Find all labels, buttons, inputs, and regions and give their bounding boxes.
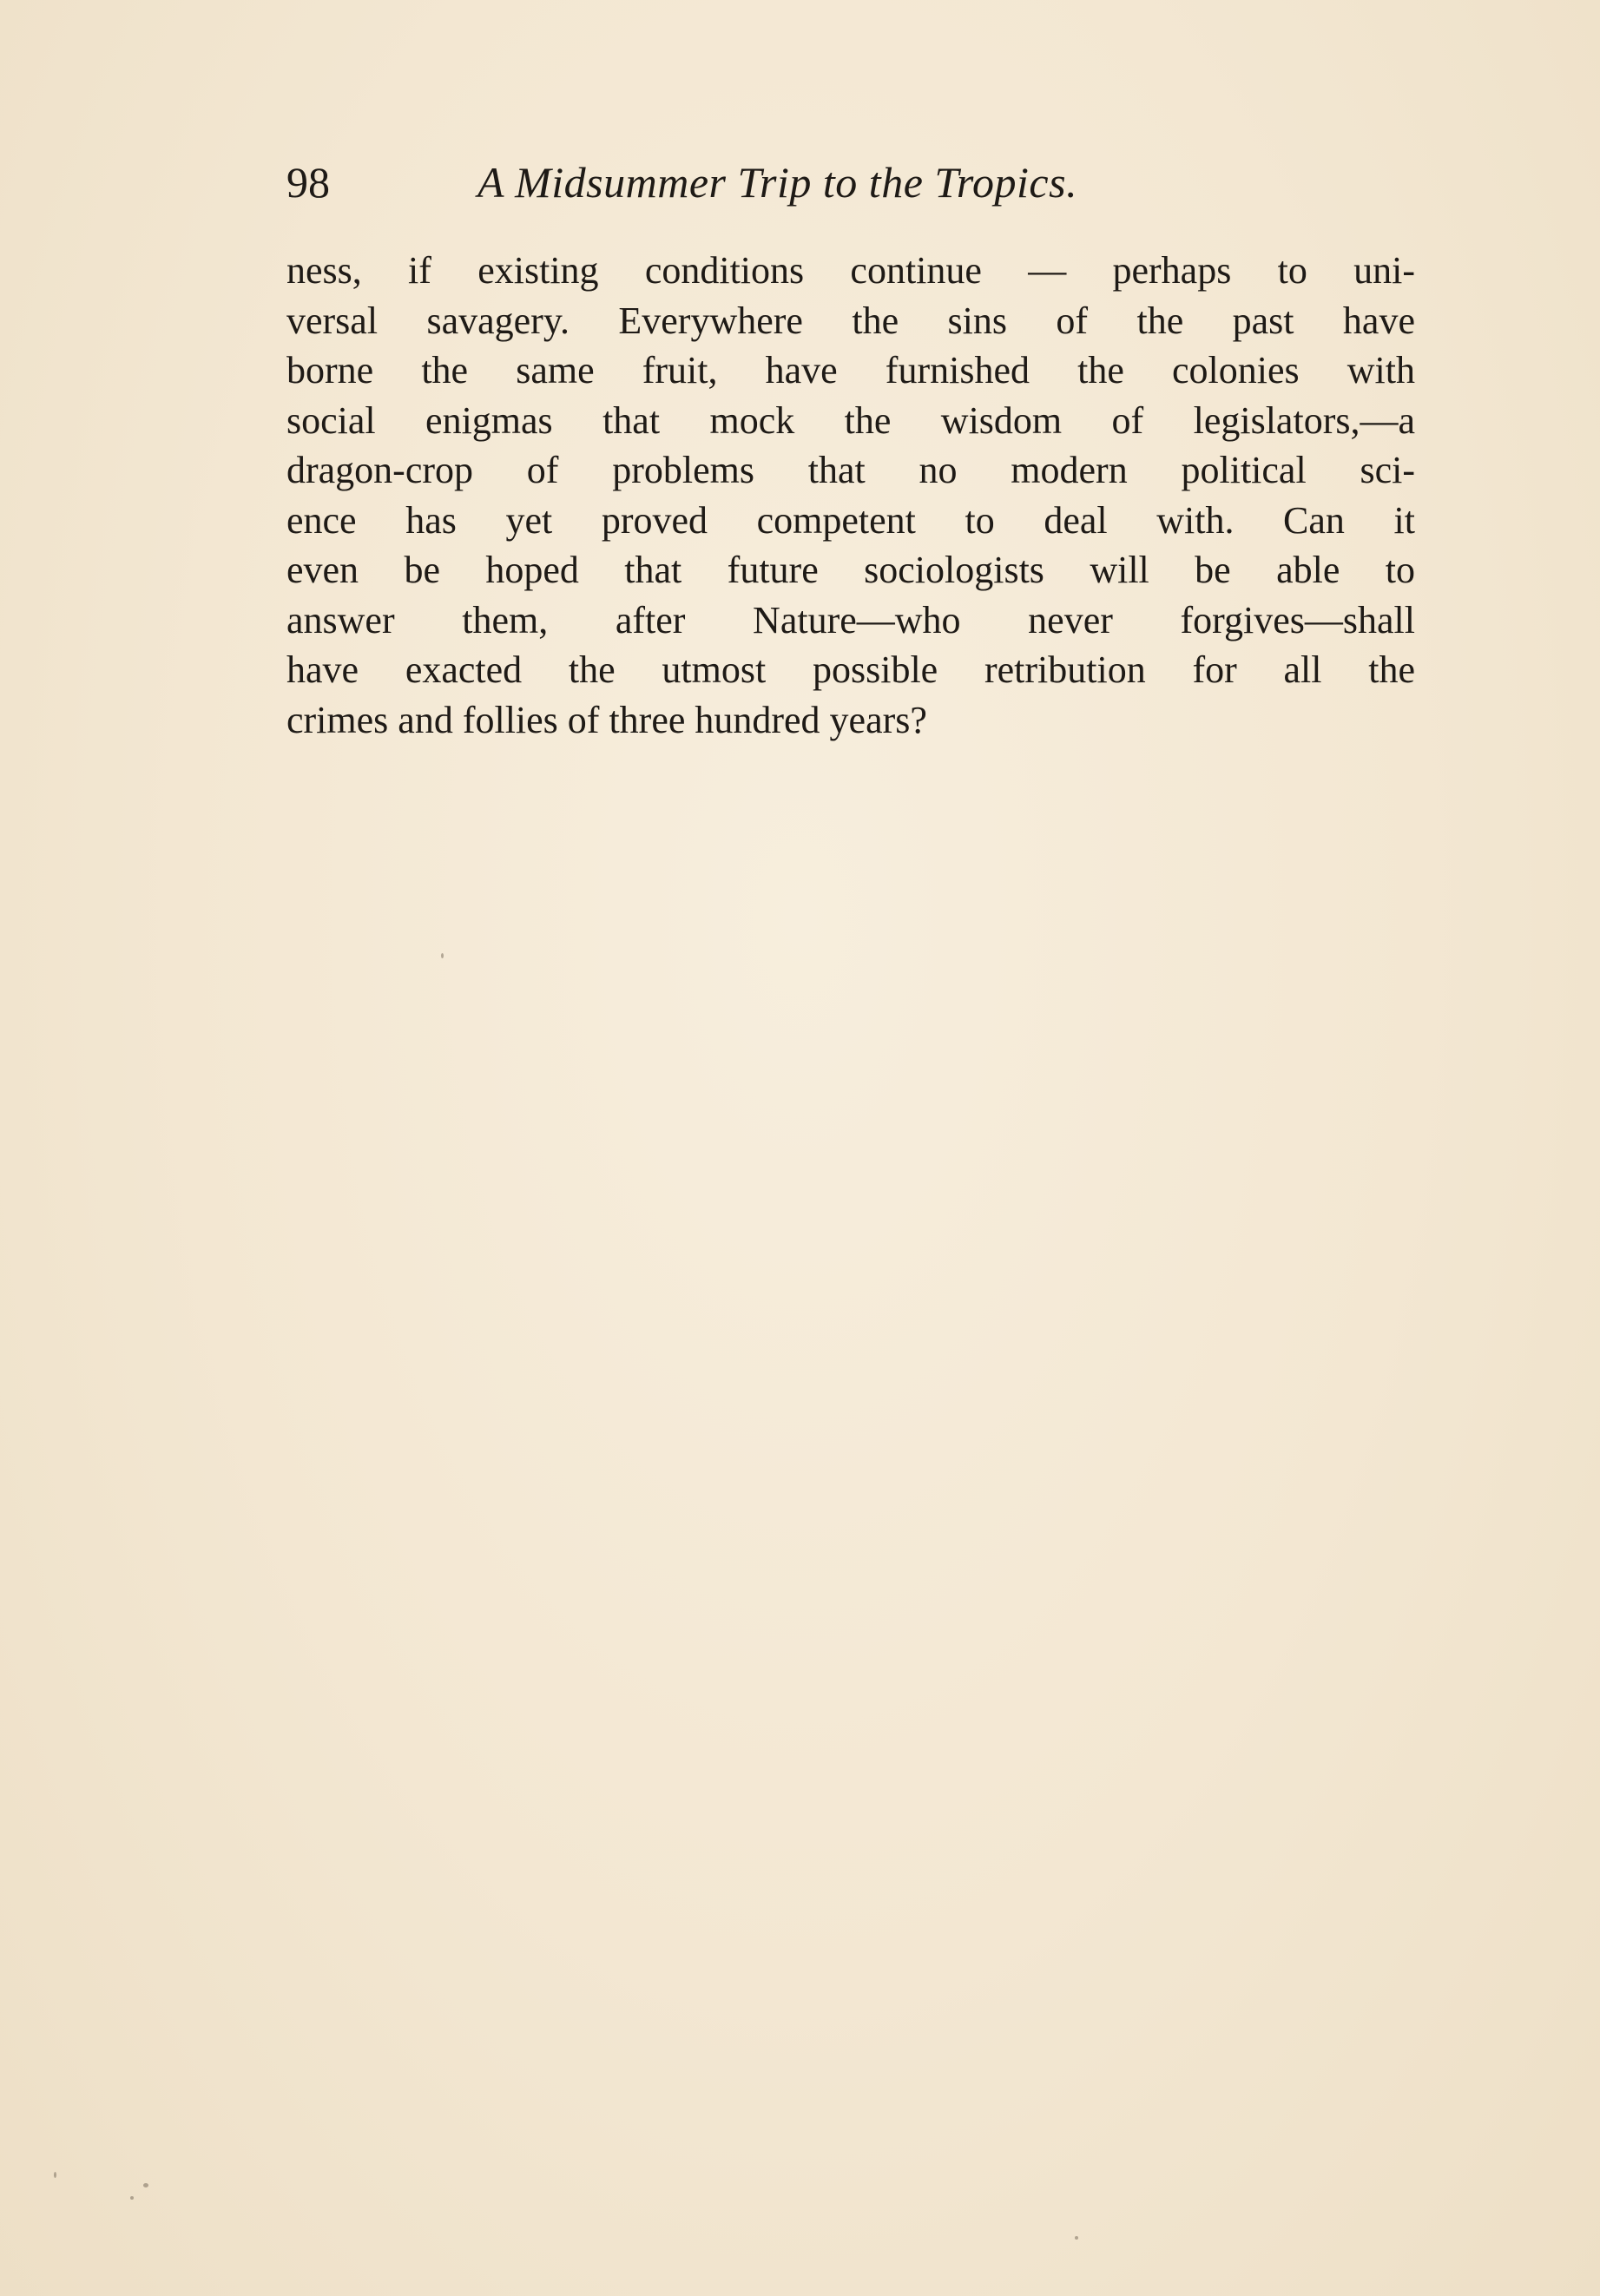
text-line: ence has yet proved competent to deal with. Can it: [286, 498, 1415, 542]
text-line: have exacted the utmost possible retribution for all the: [286, 648, 1415, 691]
text-line: crimes and follies of three hundred years?: [286, 698, 927, 741]
running-head: [286, 148, 1415, 217]
body-paragraph: [286, 246, 1415, 745]
text-line: dragon-crop of problems that no modern political sci-: [286, 449, 1415, 491]
paper-speck: [441, 953, 444, 958]
paper-speck: [143, 2183, 148, 2187]
book-title: A Midsummer Trip to the Tropics.: [477, 158, 1078, 207]
paper-speck: [130, 2196, 134, 2200]
page-number: 98: [286, 158, 330, 207]
text-line: ness, if existing conditions continue — perhaps to uni-: [286, 249, 1415, 292]
paper-speck: [1075, 2236, 1078, 2240]
text-line: social enigmas that mock the wisdom of legislators,—a: [286, 398, 1415, 442]
text-line: borne the same fruit, have furnished the colonies with: [286, 349, 1415, 391]
text-line: versal savagery. Everywhere the sins of the past have: [286, 299, 1415, 342]
paper-speck: [54, 2172, 56, 2178]
text-line: answer them, after Nature—who never forgives—shall: [286, 598, 1415, 641]
text-line: even be hoped that future sociologists will be able to: [286, 549, 1415, 591]
